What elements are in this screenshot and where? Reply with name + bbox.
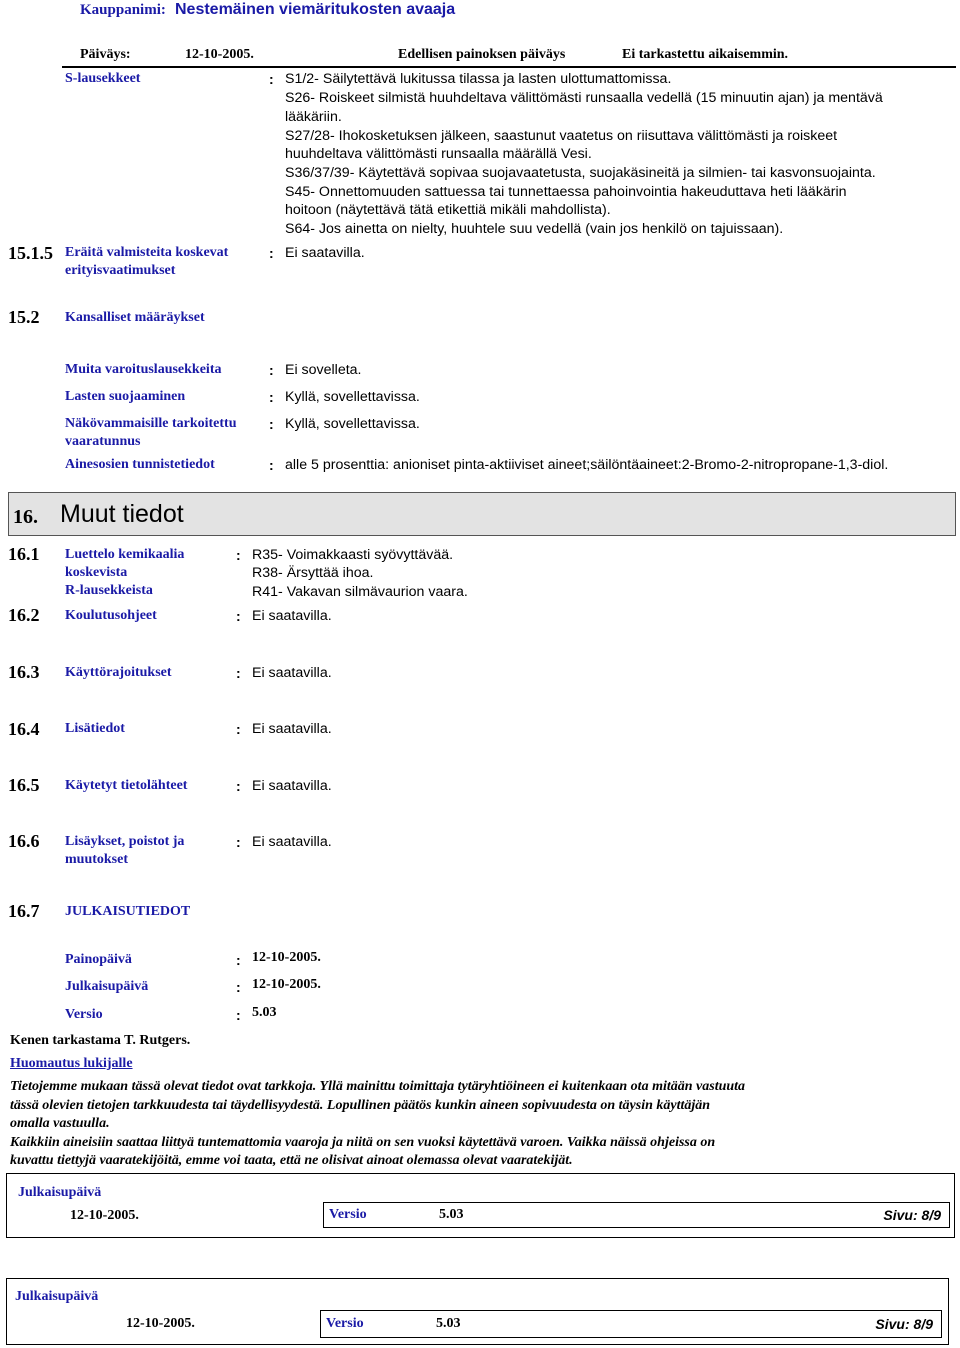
national-value: Ei sovelleta.	[285, 362, 362, 378]
s-phrase-line: S27/28- Ihokosketuksen jälkeen, saastunut vaatetus on riisuttava välittömästi ja roiskeet	[285, 128, 838, 144]
publication-value: 12-10-2005.	[252, 950, 321, 965]
date-label: Päiväys:	[80, 47, 131, 62]
r-phrase-line: R35- Voimakkaasti syövyttävää.	[252, 547, 454, 563]
s1515-value: Ei saatavilla.	[285, 245, 365, 261]
prev-print-value: Ei tarkastettu aikaisemmin.	[622, 47, 789, 62]
s-phrase-line: hoitoon (näytettävä tätä etikettiä mikäli mahdollista).	[285, 202, 611, 218]
subsection-value: Ei saatavilla.	[252, 665, 332, 681]
reviewer: Kenen tarkastama T. Rutgers.	[10, 1033, 191, 1048]
header-rule	[62, 66, 956, 68]
subsection-label: Lisätiedot	[65, 721, 125, 736]
notice-text: Tietojemme mukaan tässä olevat tiedot ovat tarkkoja. Yllä mainittu toimittaja tytäryhtiöineen ei kuitenkaan ota mitään vastuuta	[10, 1079, 746, 1094]
s-phrase-line: huuhdeltava välittömästi runsaalla määrällä Vesi.	[285, 146, 592, 162]
footer-pub-label: Julkaisupäivä	[15, 1289, 99, 1304]
s1515-label: erityisvaatimukset	[65, 263, 176, 278]
footer-version-label: Versio	[329, 1207, 367, 1222]
national-colon: :	[269, 362, 274, 378]
subsection-value: Ei saatavilla.	[252, 721, 332, 737]
section-number: 16.6	[8, 831, 40, 851]
footer-version: 5.03	[439, 1207, 464, 1222]
trade-name: Nestemäinen viemäritukosten avaaja	[175, 1, 456, 18]
subsection-label: Käytetyt tietolähteet	[65, 778, 188, 793]
national-label: Ainesosien tunnistetiedot	[65, 457, 215, 472]
s1515-label: Eräitä valmisteita koskevat	[65, 245, 229, 260]
footer-pub-label: Julkaisupäivä	[18, 1185, 102, 1200]
r-phrase-line: R38- Ärsyttää ihoa.	[252, 565, 374, 581]
notice-heading: Huomautus lukijalle	[10, 1056, 133, 1071]
footer-page: Sivu: 8/9	[875, 1316, 933, 1332]
footer-version-box	[320, 1310, 942, 1338]
subsection-value: Ei saatavilla.	[252, 608, 332, 624]
s-phrase-line: S1/2- Säilytettävä lukitussa tilassa ja lasten ulottumattomissa.	[285, 71, 672, 87]
subsection-colon: :	[236, 834, 241, 850]
subsection-colon: :	[236, 665, 241, 681]
date-value: 12-10-2005.	[185, 47, 254, 62]
national-colon: :	[269, 389, 274, 405]
national-colon: :	[269, 457, 274, 473]
s-phrase-line: S64- Jos ainetta on nielty, huuhtele suu vedellä (vain jos henkilö on tajuissaan).	[285, 221, 784, 237]
subsection-label: Koulutusohjeet	[65, 608, 157, 623]
s-phrase-line: lääkäriin.	[285, 109, 342, 125]
national-label: Lasten suojaaminen	[65, 389, 186, 404]
subsection-label: muutokset	[65, 852, 129, 867]
footer-version-box	[323, 1202, 950, 1228]
footer-box	[6, 1173, 955, 1238]
publication-value: 12-10-2005.	[252, 977, 321, 992]
s-phrase-line: S36/37/39- Käytettävä sopivaa suojavaatetusta, suojakäsineitä ja silmien- tai kasvonsuojainta.	[285, 165, 876, 181]
s161-label: koskevista	[65, 565, 128, 580]
footer-version-label: Versio	[326, 1316, 364, 1331]
subsection-label: Lisäykset, poistot ja	[65, 834, 185, 849]
publication-colon: :	[236, 1007, 241, 1023]
r-phrase-line: R41- Vakavan silmävaurion vaara.	[252, 584, 468, 600]
publication-value: 5.03	[252, 1005, 277, 1020]
footer-date: 12-10-2005.	[126, 1316, 195, 1331]
footer-version: 5.03	[436, 1316, 461, 1331]
publication-colon: :	[236, 979, 241, 995]
s167-label: JULKAISUTIEDOT	[65, 904, 191, 919]
publication-label: Versio	[65, 1007, 103, 1022]
notice-text: omalla vastuulla.	[10, 1116, 110, 1131]
national-label: Näkövammaisille tarkoitettu	[65, 416, 237, 431]
s152-label: Kansalliset määräykset	[65, 310, 205, 325]
subsection-colon: :	[236, 778, 241, 794]
section-number: 16.3	[8, 662, 40, 682]
section-number: 16.7	[8, 901, 40, 921]
prev-print-label: Edellisen painoksen päiväys	[398, 47, 566, 62]
publication-colon: :	[236, 952, 241, 968]
s161-colon: :	[236, 547, 241, 563]
trade-name-label: Kauppanimi:	[80, 2, 166, 18]
national-label: vaaratunnus	[65, 434, 141, 449]
section-number: 16.1	[8, 544, 40, 564]
subsection-colon: :	[236, 608, 241, 624]
footer-date: 12-10-2005.	[70, 1208, 139, 1223]
national-colon: :	[269, 416, 274, 432]
notice-text: tässä olevien tietojen tarkkuudesta tai täydellisyydestä. Lopullinen päätös kunkin aineen sopivuudesta on täysin käyttäjän	[10, 1098, 711, 1113]
s-phrase-line: S45- Onnettomuuden sattuessa tai tunnettaessa pahoinvointia hakeuduttava heti lääkärin	[285, 184, 847, 200]
publication-label: Julkaisupäivä	[65, 979, 149, 994]
subsection-value: Ei saatavilla.	[252, 778, 332, 794]
notice-text: Kaikkiin aineisiin saattaa liittyä tuntemattomia vaaroja ja niitä on sen vuoksi käytettävä varoen. Vaikka näissä ohjeissa on	[10, 1135, 716, 1150]
section-number: 15.1.5	[8, 243, 53, 263]
section-number: 16.4	[8, 719, 40, 739]
s1515-colon: :	[269, 245, 274, 261]
s161-label: Luettelo kemikaalia	[65, 547, 185, 562]
national-value: alle 5 prosenttia: anioniset pinta-aktiiviset aineet;säilöntäaineet:2-Bromo-2-nitropropane-1,3-diol.	[285, 457, 889, 473]
national-value: Kyllä, sovellettavissa.	[285, 416, 420, 432]
section-number: 15.2	[8, 307, 40, 327]
s-phrases-colon: :	[269, 71, 274, 87]
section-number: 16.2	[8, 605, 40, 625]
publication-label: Painopäivä	[65, 952, 132, 967]
national-value: Kyllä, sovellettavissa.	[285, 389, 420, 405]
notice-text: kuvattu tiettyjä vaaratekijöitä, emme voi taata, että ne olisivat ainoat olemassa olevat vaaratekijät.	[10, 1153, 573, 1168]
subsection-label: Käyttörajoitukset	[65, 665, 172, 680]
subsection-value: Ei saatavilla.	[252, 834, 332, 850]
s-phrases-label: S-lausekkeet	[65, 71, 141, 86]
section-16-title: Muut tiedot	[60, 500, 184, 528]
footer-box	[6, 1278, 949, 1345]
s-phrase-line: S26- Roiskeet silmistä huuhdeltava välittömästi runsaalla vedellä (15 minuutin ajan) ja mentävä	[285, 90, 883, 106]
section-16-banner	[8, 492, 956, 536]
s161-label: R-lausekkeista	[65, 583, 153, 598]
section-number: 16.5	[8, 775, 40, 795]
national-label: Muita varoituslausekkeita	[65, 362, 222, 377]
section-16-number: 16.	[13, 506, 38, 528]
subsection-colon: :	[236, 721, 241, 737]
footer-page: Sivu: 8/9	[883, 1207, 941, 1223]
